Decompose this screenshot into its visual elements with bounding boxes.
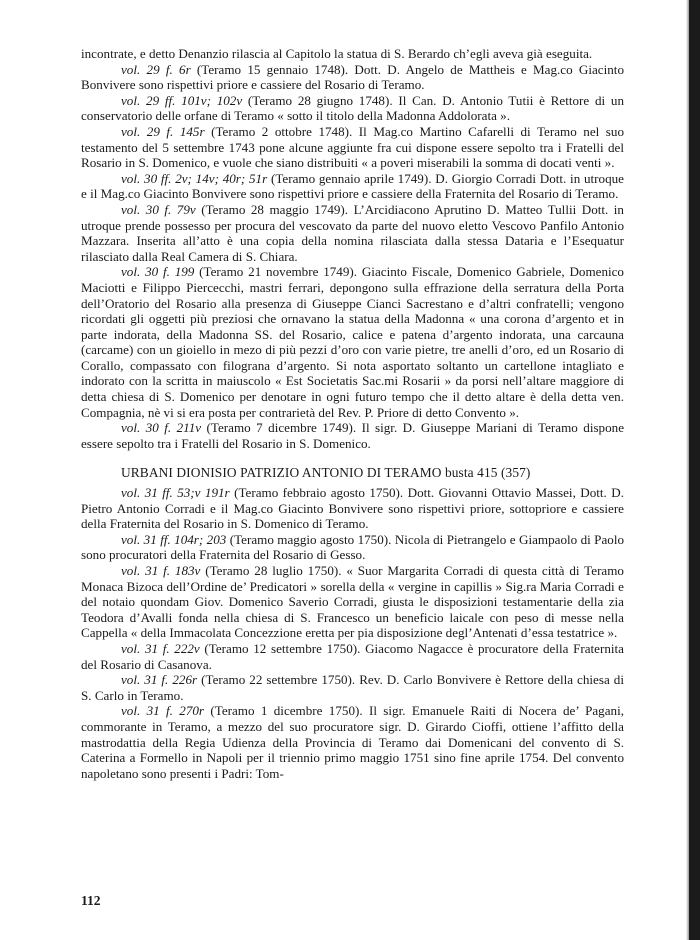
archive-entry [81, 532, 624, 563]
entry-reference: vol. 31 f. 222v [121, 640, 200, 656]
entries-before-heading [81, 46, 624, 451]
archive-entry [81, 485, 624, 532]
entry-reference: vol. 31 f. 226r [121, 672, 198, 688]
entry-text: (Teramo 7 dicembre 1749). Il sigr. D. Giuseppe Mariani di Teramo dispone essere sepolto tra i Fratelli del Rosario in S. Domenico. [81, 420, 625, 451]
entry-reference: vol. 31 f. 183v [121, 563, 201, 578]
archive-entry [81, 93, 624, 124]
binding-edge [689, 0, 700, 940]
entry-text: (Teramo 28 giugno 1748). Il Can. D. Antonio Tutii è Rettore di un conservatorio delle orfane di Teramo « sotto il titolo della Madonna Addolorata ». [81, 92, 624, 124]
page-body [81, 46, 624, 781]
entry-text: (Teramo 28 luglio 1750). « Suor Margarita Corradi di questa città di Teramo Monaca Bizoca dell’Ordine de’ Predicatori » sorella della « vergine in capillis » Sig.ra Maria Corradi e del notaio quondam Giov. Domenico Saverio Corradi, giusta le disposizioni testamentarie della zia Teodora d’Avalli fonda nella chiesa di S. Francesco un beneficio laicale con peso di messe nella Cappella « della Immacolata Concezzione eretta per pia disposizione degl’Antenati d’essa testatrice ». [81, 563, 624, 641]
entry-reference: vol. 30 ff. 2v; 14v; 40r; 51r [121, 170, 268, 186]
archive-entry [81, 202, 624, 264]
entry-text: (Teramo 15 gennaio 1748). Dott. D. Angelo de Mattheis e Mag.co Giacinto Bonvivere sono rispettivi priore e cassiere del Rosario di Teramo. [81, 61, 624, 93]
entry-reference: vol. 29 f. 6r [121, 61, 191, 77]
entry-reference: vol. 29 ff. 101v; 102v [121, 92, 243, 108]
entry-text: (Teramo 21 novembre 1749). Giacinto Fiscale, Domenico Gabriele, Domenico Maciotti e Filippo Piercecchi, mastri ferrari, depongono sulla effrazione della serratura della Porta dell’Oratorio del Rosario alla presenza di Giuseppe Cianci Sacrestano e d’altri confratelli; vengono ricordati gli oggetti più preziosi che ornavano la statua della Madonna « una corona d’argento et in parte indorata, della Madonna SS. del Rosario, calice e patena d’argento indorata, una carcauna (carcame) con un gioiello in mezo di più pezzi d’oro con varie pietre, tre anelli d’oro, ed un Rosario di Corallo, compassato con filograna d’argento. Si nota asportato soltanto un cartellone intagliato e indorato con la scritta in maiuscolo « Est Societatis Sac.mi Rosarii » da porsi nell’altare maggiore di detta chiesa di S. Domenico per denotare in ogni futuro tempo che il detto altare è della detta ven. Compagnia, nè vi si era posta per contrarietà del Rev. P. Priore di detto Convento ». [81, 264, 624, 420]
archive-entry [81, 563, 624, 641]
archive-entry [81, 703, 624, 781]
archive-entry [81, 641, 624, 672]
entry-reference: vol. 30 f. 199 [121, 264, 195, 280]
entry-text: (Teramo febbraio agosto 1750). Dott. Giovanni Ottavio Massei, Dott. D. Pietro Antonio Corradi e il Mag.co Giacinto Bonvivere sono rispettivi priore, sottopriore e cassiere della Fraternita del Rosario in S. Domenico di Teramo. [81, 485, 624, 532]
archive-entry [81, 62, 624, 93]
entry-text: (Teramo maggio agosto 1750). Nicola di Pietrangelo e Giampaolo di Paolo sono procuratori della Fraternita del Rosario di Gesso. [81, 531, 625, 563]
entry-reference: vol. 30 f. 211v [121, 420, 202, 436]
entry-reference: vol. 29 f. 145r [121, 123, 205, 139]
entry-text: (Teramo 1 dicembre 1750). Il sigr. Emanuele Raiti di Nocera de’ Pagani, commorante in Teramo, a mezzo del suo procuratore sigr. D. Girardo Cioffi, ottiene l’affitto della mastrodattia della Regia Udienza della Provincia di Teramo dai Domenicani del convento di S. Caterina a Formello in Napoli per il triennio primo maggio 1751 sino fine aprile 1754. Del convento napoletano sono presenti i Padri: Tom- [81, 703, 624, 781]
archive-entry [81, 124, 624, 171]
entry-text: (Teramo 22 settembre 1750). Rev. D. Carlo Bonvivere è Rettore della chiesa di S. Carlo in Teramo. [81, 672, 624, 703]
entries-after-heading [81, 485, 624, 781]
archive-entry [81, 264, 624, 420]
archive-entry [81, 46, 624, 62]
entry-text: (Teramo 12 settembre 1750). Giacomo Nagacce è procuratore della Fraternita del Rosario di Casanova. [81, 640, 624, 672]
entry-reference: vol. 30 f. 79v [121, 201, 196, 217]
section-heading: URBANI DIONISIO PATRIZIO ANTONIO DI TERAMO busta 415 (357) [121, 465, 531, 481]
entry-text: (Teramo gennaio aprile 1749). D. Giorgio Corradi Dott. in utroque e il Mag.co Giacinto Bonvivere sono rispettivi priore e cassiere della Fraternita del Rosario di Teramo. [81, 170, 624, 202]
entry-text: incontrate, e detto Denanzio rilascia al Capitolo la statua di S. Berardo ch’egli aveva già eseguita. [81, 46, 593, 61]
archive-entry [81, 420, 624, 451]
archive-entry [81, 672, 624, 703]
entry-reference: vol. 31 f. 270r [121, 703, 205, 719]
entry-reference: vol. 31 ff. 53;v 191r [121, 485, 230, 501]
entry-text: (Teramo 2 ottobre 1748). Il Mag.co Martino Cafarelli di Teramo nel suo testamento del 5 settembre 1743 pone alcune aggiunte fra cui dispone essere sepolto tra i Fratelli del Rosario in S. Domenico, e vuole che siano distribuiti « a poveri miserabili la somma di docati venti ». [81, 123, 624, 171]
archive-entry [81, 171, 624, 202]
entry-text: (Teramo 28 maggio 1749). L’Arcidiacono Aprutino D. Matteo Tullii Dott. in utroque prende possesso per procura del vescovato da parte del nuovo eletto Vescovo Panfilo Antonio Mazzara. Inserita all’atto è una copia della nomina rilasciata dalla stessa Dataria e l’Esequatur rilasciato dalla Real Camera di S. Chiara. [81, 201, 624, 264]
entry-reference: vol. 31 ff. 104r; 203 [121, 531, 227, 547]
page-number: 112 [81, 893, 101, 908]
